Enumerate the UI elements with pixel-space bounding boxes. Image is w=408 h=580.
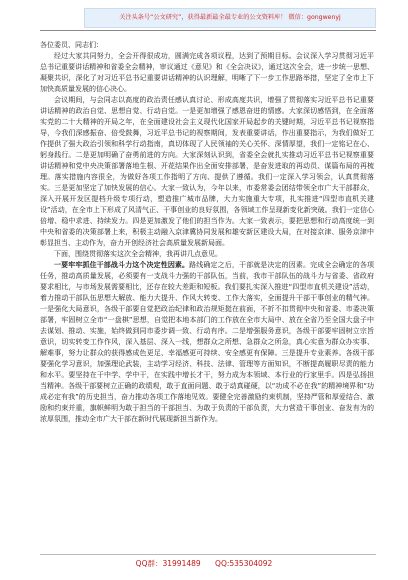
footer-qq-group: QQ群：31991489 <box>135 559 201 568</box>
footer-divider <box>40 554 376 555</box>
paragraph-transition: 下面，围绕贯彻落实这次全会精神，我再讲几点意见。 <box>54 250 222 258</box>
header-divider <box>40 30 376 31</box>
document-body <box>40 40 374 540</box>
document-greeting: 各位委员、同志们： <box>40 41 103 49</box>
section-one-body: 路线确定之后，干部就是决定的因素。完成全会确定的各项任务，推动高质量发展，必须要有一支战斗力强的干部队伍，当前，我市干部队伍的战斗力与省委、省政府要求相比，与市场发展需要相比，还存在较大差距和短板。我们要扎实深入推进“四型市直机关建设”活动，着力推动干部队伍思想大解放、能力大提升、作风大转变、工作大落实，全面提升干部干事创业的精气神。一是强化大局意识，各级干部要自觉把政治纪律和政治规矩挺在前面，不折不扣贯彻中央和省委、市委决策部署，牢固树立全市“一盘棋”思想，自觉把本地本部门的工作放在全市大局中、放在全省乃至全国大盘子中去谋划、推动、实施，始终做到同市委步调一致、行动有序。二是增强服务意识，各级干部要牢固树立宗旨意识，切实转变工作作风，深入基层、深入一线，想群众之所想、急群众之所急，真心实意为群众办实事、解难事，努力让群众的获得感成色更足、幸福感更可持续、安全感更有保障。三是提升专业素养。各级干部要强化学习意识，加强理论武装，主动学习经济、科技、法律、管理等方面知识，不断提高履职尽责的能力和水平。要坚持在干中学、学中干，在实践中增长才干，努力成为本领域、本行业的行家里手。四是弘扬担当精神。各级干部要树立正确的政绩观，敢于直面问题、敢于动真碰硬，以“功成不必在我”的精神境界和“功成必定有我”的历史担当，奋力推动各项工作落地见效。要健全完善激励约束机制，坚持严管和厚爱结合、激励和约束并重，旗帜鲜明为敢于担当的干部担当、为敢于负责的干部负责，大力营造干事创业、奋发有为的浓厚氛围，推动全市广大干部在新时代展现新担当新作为。 <box>40 261 374 423</box>
paragraph-intro: 经过大家共同努力，全会开得很成功，圆满完成各项议程，达到了预期目标。会议深入学习贯彻习近平总书记重要讲话精神和省委全会精神，审议通过《意见》和《全会决议》，通过这次全会，进一步统一思想、凝聚共识，深化了对习近平总书记重要讲话精神的认识理解，明晰了下一步工作思路举措，坚定了全市上下加快高质量发展的信心决心。 <box>40 52 374 93</box>
paragraph-consensus: 会议期间，与会同志以高度的政治责任感认真讨论、形成高度共识，增强了贯彻落实习近平总书记重要讲话精神的政治自觉、思想自觉、行动自觉。一是更加增强了感恩奋进的情感。大家深切感悟到，在全面落实党的二十大精神的开局之年，在全面建设社会主义现代化国家开局起步的关键时期，习近平总书记视察指导，今我们深感振奋、倍受鼓舞，习近平总书记的视察期间，发表重要讲话，作出重要指示，为我们做好工作提供了强大政治引领和科学行动指南，真切体现了人民领袖的关心关怀、深情厚望，我们一定铭记在心、躬身践行。二是更加明确了奋勇前进的方向。大家深刻认识到，省委全会就扎实推动习近平总书记视察重要讲话精神和党中央决策部署落地生根、开花结果作出全面安排部署，是奋发进取的再动员、谋篇布局的再梳理。落实措施内容很全，为做好各项工作指明了方向、提供了遵循。我们一定深入学习领会，认真贯彻落实。三是更加坚定了加快发展的信心。大家一致认为，今年以来，市委常委会团结带领全市广大干部群众，深入开展开发区提档升级专项行动，塑造推广城市品牌，大力实施重大专项，扎实推进“四型市直机关建设”活动，在全市上下形成了风清气正、干事创业的良好氛围，各领域工作呈现新变化新突破。我们一定信心倍增、稳中求进、持续发力。四是更加激发了他们的担当作为。大家一致表示，要把思想和行动高度统一到中央和省委的决策部署上来，积极主动融入京津冀协同发展和雄安新区建设大局，在对接京津、服务京津中彰显担当、主动作为，奋力开创经济社会高质量发展新局面。 <box>40 96 374 247</box>
paragraph-section-one <box>40 260 374 425</box>
footer <box>0 558 408 570</box>
header-banner-text: 关注头条号“公文研究”，获得最新最全最专业的公文资料库！ 微信：gongwenyj <box>119 14 341 21</box>
header-banner <box>84 8 376 28</box>
footer-qq: QQ:535304092 <box>215 559 273 568</box>
section-one-lead: 一要牢牢抓住干部战斗力这个决定性因素。 <box>54 261 190 269</box>
